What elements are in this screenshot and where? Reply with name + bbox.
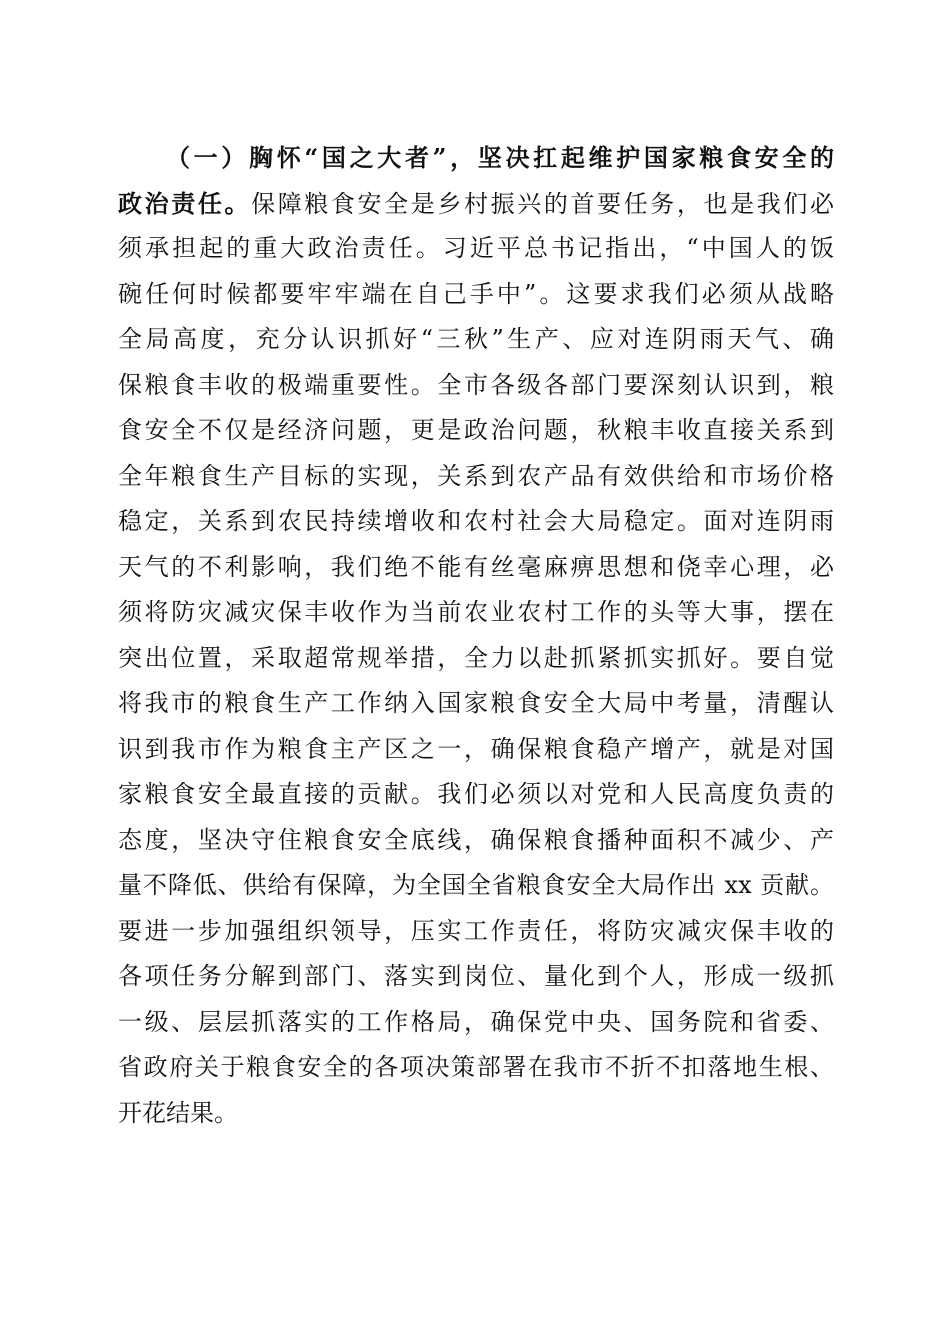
text-line: 突出位置，采取超常规举措，全力以赴抓紧抓实抓好。要自觉 — [118, 643, 834, 672]
text-line: 量不降低、供给有保障，为全国全省粮食安全大局作出 xx 贡献。 — [118, 871, 834, 899]
text-line: 须将防灾减灾保丰收作为当前农业农村工作的头等大事，摆在 — [118, 598, 834, 626]
section-heading-end: 政治责任。 — [118, 188, 252, 218]
text-line: 态度，坚决守住粮食安全底线，确保粮食播种面积不减少、产 — [118, 825, 834, 854]
text-line: 各项任务分解到部门、落实到岗位、量化到个人，形成一级抓 — [118, 962, 834, 990]
text-line: 将我市的粮食生产工作纳入国家粮食安全大局中考量，清醒认 — [118, 689, 834, 717]
text-line: 一级、层层抓落实的工作格局，确保党中央、国务院和省委、 — [118, 1007, 834, 1036]
text-line: 家粮食安全最直接的贡献。我们必须以对党和人民高度负责的 — [118, 780, 834, 808]
text-line: 天气的不利影响，我们绝不能有丝毫麻痹思想和侥幸心理，必 — [118, 552, 834, 581]
text-line-content: 保障粮食安全是乡村振兴的首要任务，也是我们必 — [251, 189, 834, 218]
text-line: 要进一步加强组织领导，压实工作责任，将防灾减灾保丰收的 — [118, 916, 834, 945]
text-line: 保粮食丰收的极端重要性。全市各级各部门要深刻认识到，粮 — [118, 370, 834, 399]
section-heading: （一）胸怀“国之大者”，坚决扛起维护国家粮食安全的 — [166, 143, 834, 172]
text-line: 碗任何时候都要牢牢端在自己手中”。这要求我们必须从战略 — [118, 279, 834, 308]
text-line-last: 开花结果。 — [118, 1098, 238, 1127]
document-body — [118, 135, 834, 1136]
text-line: 全年粮食生产目标的实现，关系到农产品有效供给和市场价格 — [118, 461, 834, 490]
text-line: 省政府关于粮食安全的各项决策部署在我市不折不扣落地生根、 — [118, 1053, 834, 1081]
text-line: 识到我市作为粮食主产区之一，确保粮食稳产增产，就是对国 — [118, 734, 834, 763]
text-line — [118, 181, 834, 227]
text-line: 须承担起的重大政治责任。习近平总书记指出，“中国人的饭 — [118, 234, 834, 262]
text-line: 全局高度，充分认识抓好“三秋”生产、应对连阴雨天气、确 — [118, 325, 834, 353]
text-line: 食安全不仅是经济问题，更是政治问题，秋粮丰收直接关系到 — [118, 416, 834, 444]
text-line: 稳定，关系到农民持续增收和农村社会大局稳定。面对连阴雨 — [118, 507, 834, 535]
